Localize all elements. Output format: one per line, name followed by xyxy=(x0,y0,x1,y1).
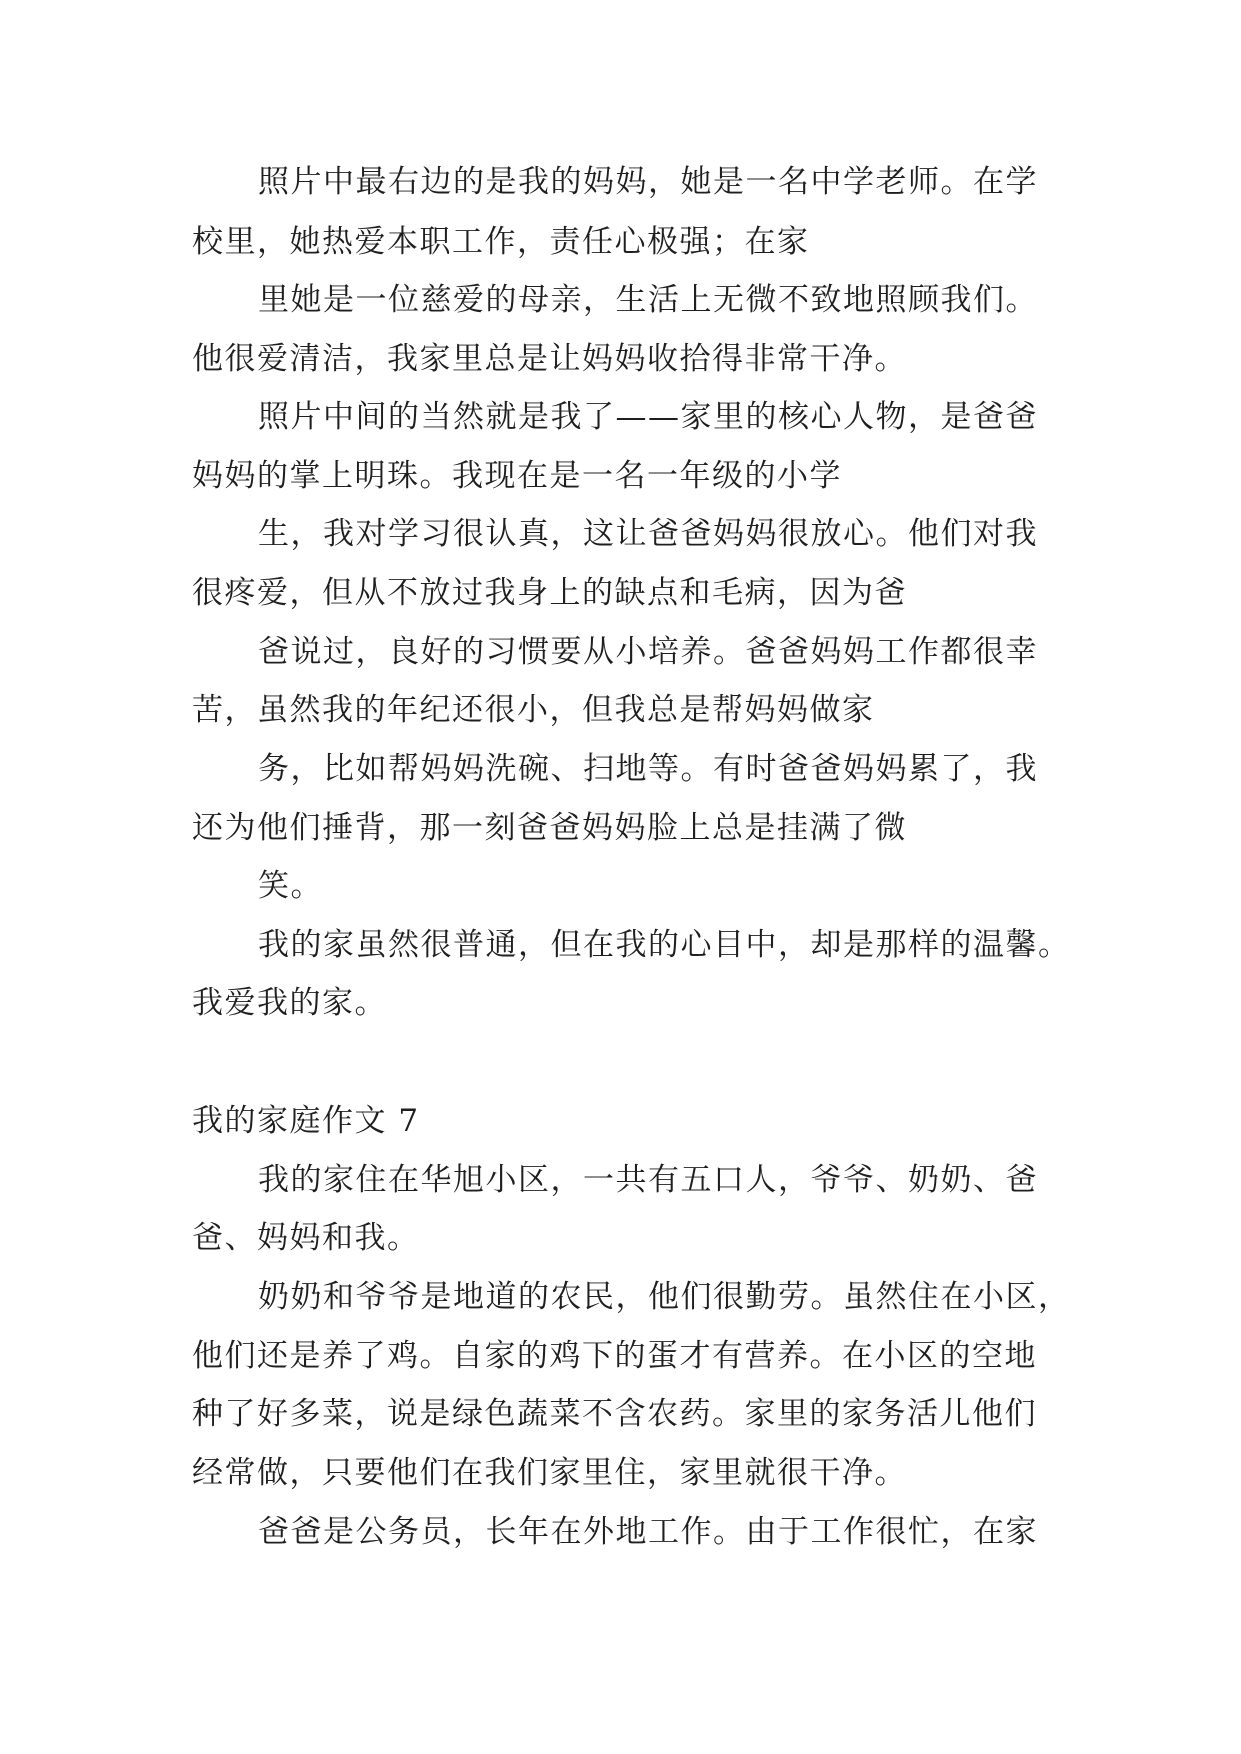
text-line: 照片中最右边的是我的妈妈，她是一名中学老师。在学 xyxy=(258,164,1038,200)
text-line: 奶奶和爷爷是地道的农民，他们很勤劳。虽然住在小区， xyxy=(258,1279,1071,1315)
text-line: 我爱我的家。 xyxy=(192,985,387,1021)
text-line: 爸、妈妈和我。 xyxy=(192,1220,420,1256)
text-line: 生，我对学习很认真，这让爸爸妈妈很放心。他们对我 xyxy=(258,516,1038,552)
text-line: 爸说过，良好的习惯要从小培养。爸爸妈妈工作都很幸 xyxy=(258,634,1038,670)
text-line: 种了好多菜，说是绿色蔬菜不含农药。家里的家务活儿他们 xyxy=(192,1396,1037,1432)
text-line: 还为他们捶背，那一刻爸爸妈妈脸上总是挂满了微 xyxy=(192,810,907,846)
text-line: 他们还是养了鸡。自家的鸡下的蛋才有营养。在小区的空地 xyxy=(192,1338,1037,1374)
text-line: 我的家住在华旭小区，一共有五口人，爷爷、奶奶、爸 xyxy=(258,1162,1038,1198)
text-line: 很疼爱，但从不放过我身上的缺点和毛病，因为爸 xyxy=(192,575,907,611)
text-line: 爸爸是公务员，长年在外地工作。由于工作很忙，在家 xyxy=(258,1514,1038,1550)
text-line: 笑。 xyxy=(258,868,323,904)
section-heading: 我的家庭作文 7 xyxy=(192,1103,420,1139)
text-line: 苦，虽然我的年纪还很小，但我总是帮妈妈做家 xyxy=(192,692,875,728)
text-line: 我的家虽然很普通，但在我的心目中，却是那样的温馨。 xyxy=(258,927,1071,963)
text-line: 照片中间的当然就是我了——家里的核心人物，是爸爸 xyxy=(258,399,1038,435)
text-line: 经常做，只要他们在我们家里住，家里就很干净。 xyxy=(192,1455,907,1491)
text-line: 校里，她热爱本职工作，责任心极强；在家 xyxy=(192,224,810,260)
text-line: 务，比如帮妈妈洗碗、扫地等。有时爸爸妈妈累了，我 xyxy=(258,751,1038,787)
text-line: 他很爱清洁，我家里总是让妈妈收拾得非常干净。 xyxy=(192,341,907,377)
text-line: 里她是一位慈爱的母亲，生活上无微不致地照顾我们。 xyxy=(258,282,1038,318)
text-line: 妈妈的掌上明珠。我现在是一名一年级的小学 xyxy=(192,458,842,494)
